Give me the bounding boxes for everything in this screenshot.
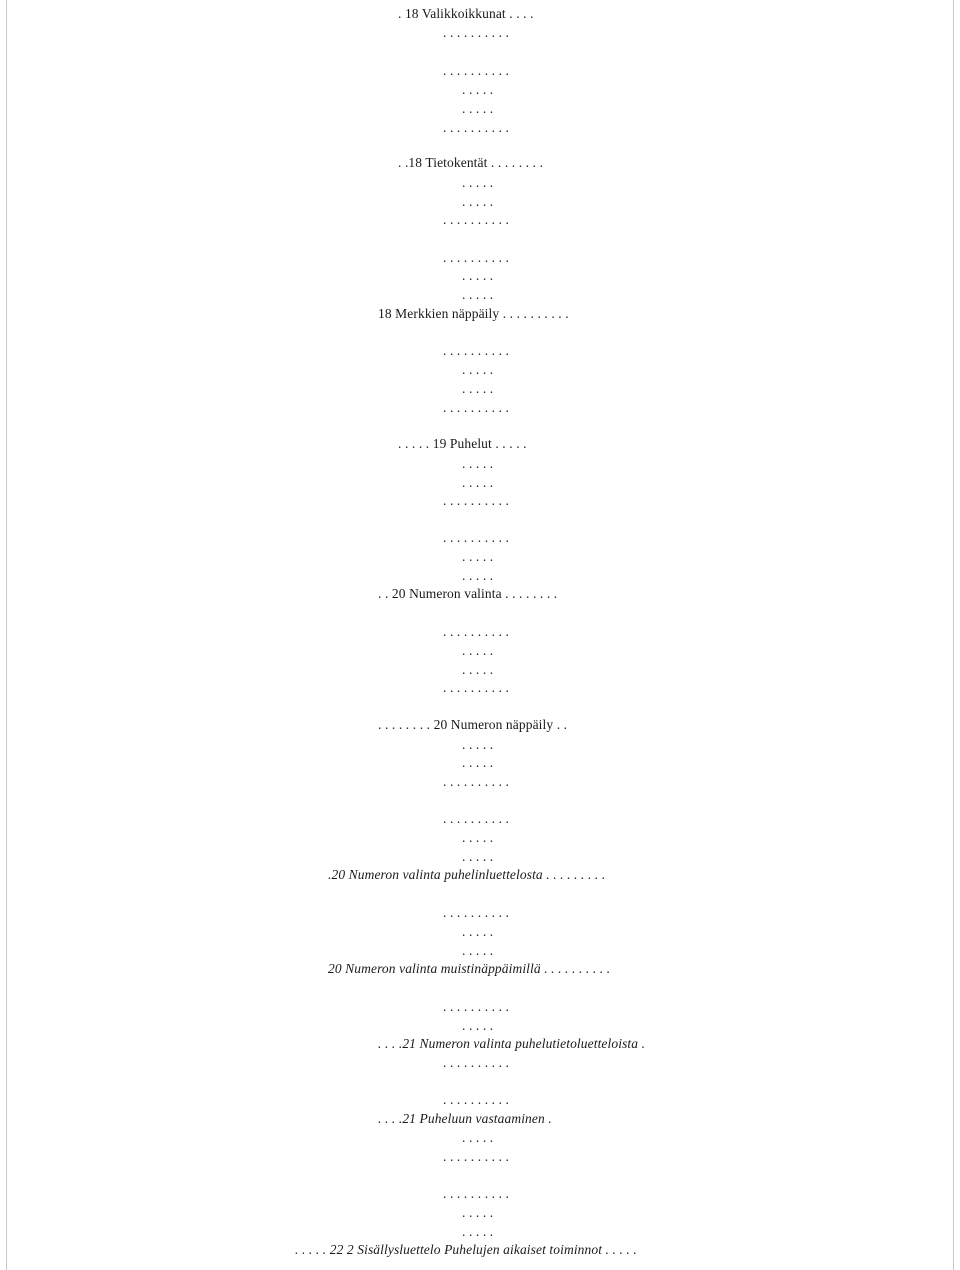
toc-entry-puhelut: . . . . . 19 Puhelut . . . . . xyxy=(398,436,527,451)
toc-leader-line: . . . . . xyxy=(462,82,494,97)
toc-entry-puheluun-vastaaminen: . . . .21 Puheluun vastaaminen . xyxy=(378,1111,552,1126)
toc-leader-line: . . . . . . . . . . xyxy=(443,1092,510,1107)
toc-leader-line: . . . . . . . . . . xyxy=(443,999,510,1014)
toc-leader-line: . . . . . xyxy=(462,755,494,770)
toc-leader-line: . . . . . xyxy=(462,568,494,583)
toc-leader-line: . . . . . xyxy=(462,943,494,958)
toc-leader-line: . . . . . xyxy=(462,1018,494,1033)
toc-entry-numeron-nappaily: . . . . . . . . 20 Numeron näppäily . . xyxy=(378,717,568,732)
toc-entry-numeron-valinta: . . 20 Numeron valinta . . . . . . . . xyxy=(378,586,558,601)
toc-leader-line: . . . . . . . . . . xyxy=(443,63,510,78)
toc-leader-line: . . . . . xyxy=(462,381,494,396)
toc-entry-puhelujen-aikaiset-toiminnot: . . . . . 22 2 Sisällysluettelo Puhelujen aikaiset toiminnot . . . . . xyxy=(295,1242,637,1257)
toc-leader-line: . . . . . xyxy=(462,662,494,677)
toc-leader-line: . . . . . . . . . . xyxy=(443,1149,510,1164)
toc-entry-numeron-valinta-muistinappaimilla: 20 Numeron valinta muistinäppäimillä . . . . . . . . . . xyxy=(328,961,611,976)
toc-leader-line: . . . . . xyxy=(462,549,494,564)
toc-leader-line: . . . . . xyxy=(462,924,494,939)
toc-leader-line: . . . . . . . . . . xyxy=(443,1055,510,1070)
toc-leader-line: . . . . . xyxy=(462,456,494,471)
toc-leader-line: . . . . . . . . . . xyxy=(443,493,510,508)
toc-leader-line: . . . . . xyxy=(462,287,494,302)
toc-leader-line: . . . . . . . . . . xyxy=(443,905,510,920)
toc-leader-line: . . . . . . . . . . xyxy=(443,250,510,265)
toc-leader-line: . . . . . xyxy=(462,194,494,209)
toc-leader-line: . . . . . xyxy=(462,737,494,752)
toc-leader-line: . . . . . xyxy=(462,175,494,190)
toc-leader-line: . . . . . . . . . . xyxy=(443,774,510,789)
toc-leader-line: . . . . . . . . . . xyxy=(443,811,510,826)
toc-leader-line: . . . . . . . . . . xyxy=(443,25,510,40)
toc-entry-tietokentat: . .18 Tietokentät . . . . . . . . xyxy=(398,155,544,170)
toc-leader-line: . . . . . xyxy=(462,475,494,490)
toc-leader-line: . . . . . xyxy=(462,1205,494,1220)
toc-entry-valikkoikkunat: . 18 Valikkoikkunat . . . . xyxy=(398,6,534,21)
toc-leader-line: . . . . . . . . . . xyxy=(443,120,510,135)
toc-leader-line: . . . . . xyxy=(462,1130,494,1145)
toc-leader-line: . . . . . xyxy=(462,643,494,658)
toc-leader-line: . . . . . xyxy=(462,101,494,116)
toc-leader-line: . . . . . xyxy=(462,830,494,845)
toc-entry-merkkien-nappaily: 18 Merkkien näppäily . . . . . . . . . . xyxy=(378,306,569,321)
toc-leader-line: . . . . . . . . . . xyxy=(443,1186,510,1201)
toc-leader-line: . . . . . . . . . . xyxy=(443,680,510,695)
toc-leader-line: . . . . . . . . . . xyxy=(443,624,510,639)
toc-entry-numeron-valinta-puhelinluettelosta: .20 Numeron valinta puhelinluettelosta . . . . . . . . . xyxy=(328,867,606,882)
toc-leader-line: . . . . . xyxy=(462,268,494,283)
toc-leader-line: . . . . . . . . . . xyxy=(443,530,510,545)
toc-leader-line: . . . . . . . . . . xyxy=(443,212,510,227)
toc-leader-line: . . . . . . . . . . xyxy=(443,343,510,358)
toc-leader-line: . . . . . . . . . . xyxy=(443,400,510,415)
toc-leader-line: . . . . . xyxy=(462,362,494,377)
toc-leader-line: . . . . . xyxy=(462,1224,494,1239)
toc-entry-numeron-valinta-puhelutietoluetteloista: . . . .21 Numeron valinta puhelutietoluetteloista . xyxy=(378,1036,646,1051)
toc-leader-line: . . . . . xyxy=(462,849,494,864)
